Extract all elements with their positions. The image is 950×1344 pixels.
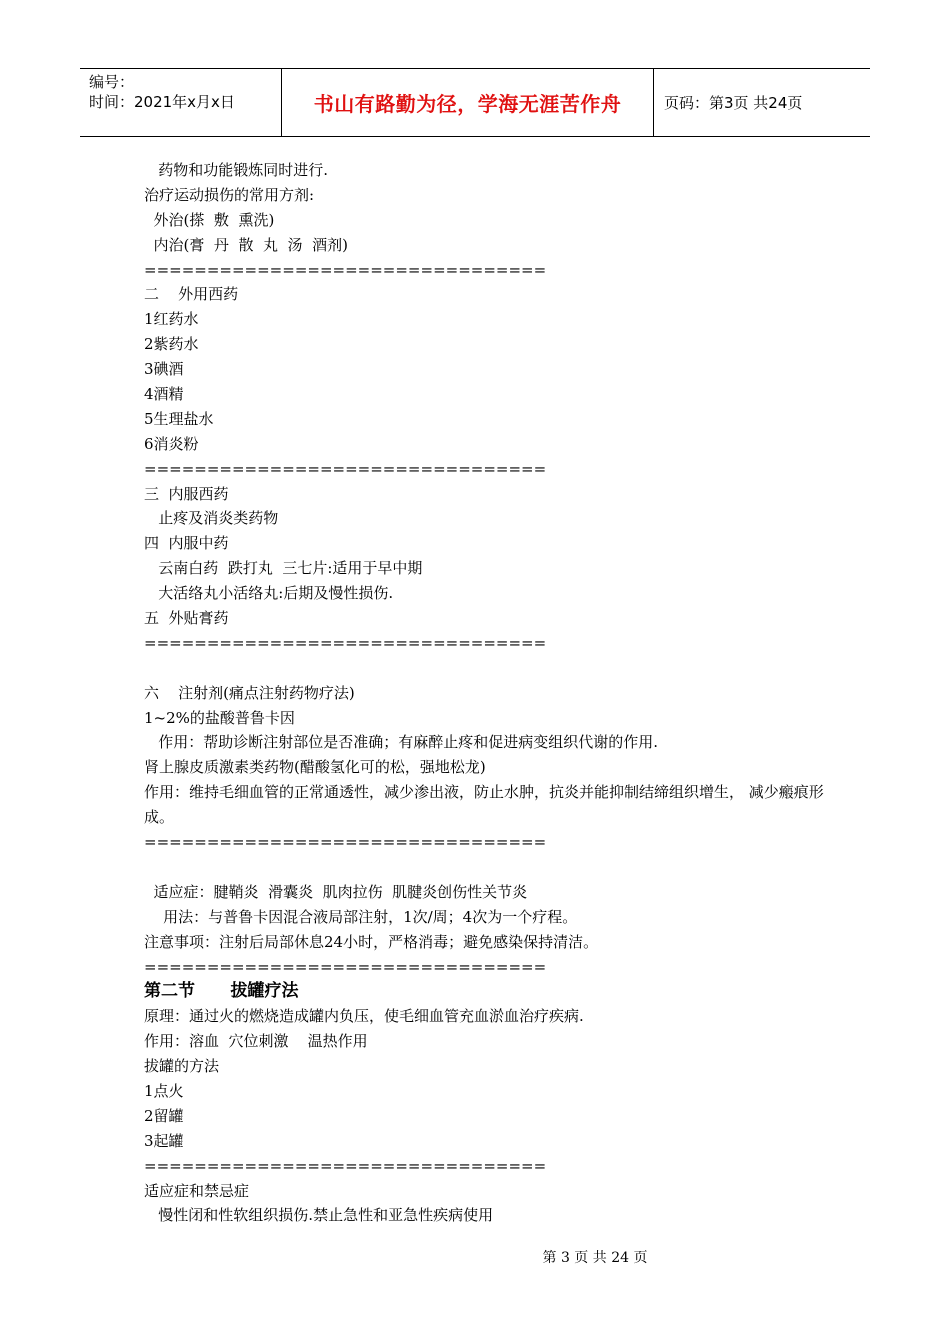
text-line: 4酒精 [144, 385, 184, 404]
header-page-cell [654, 69, 870, 136]
text-line: ================================ [144, 833, 547, 852]
header-meta [80, 69, 282, 136]
footer-page-number: 第 3 页 共 24 页 [542, 1250, 648, 1266]
text-line: 1点火 [144, 1081, 184, 1100]
text-line: 肾上腺皮质激素类药物(醋酸氢化可的松，强地松龙) [144, 758, 486, 777]
text-line: 慢性闭和性软组织损伤.禁止急性和亚急性疾病使用 [144, 1206, 494, 1225]
text-line: 6消炎粉 [144, 434, 199, 453]
header-motto-cell [282, 69, 654, 136]
text-line: ================================ [144, 1156, 547, 1175]
text-line: ================================ [144, 633, 547, 652]
text-line: 适应症：腱鞘炎 滑囊炎 肌肉拉伤 肌腱炎创伤性关节炎 [144, 882, 528, 901]
text-line: 作用：维持毛细血管的正常通透性，减少渗出液，防止水肿，抗炎并能抑制结缔组织增生， 减少瘢痕形成。 [144, 783, 824, 827]
document-body [144, 158, 834, 1228]
text-line: 用法：与普鲁卡因混合液局部注射，1次/周；4次为一个疗程。 [144, 907, 578, 926]
header-page-number: 页码：第3页 共24页 [664, 94, 803, 112]
text-line: 适应症和禁忌症 [144, 1181, 250, 1200]
document-date: 时间：2021年x月x日 [89, 93, 235, 111]
text-line: 3碘酒 [144, 360, 184, 379]
text-line: ================================ [144, 459, 547, 478]
text-line: 三 内服西药 [144, 484, 229, 503]
text-line: 治疗运动损伤的常用方剂: [144, 185, 315, 204]
text-line: 1红药水 [144, 310, 199, 329]
text-line: ================================ [144, 957, 547, 976]
text-line: 2紫药水 [144, 335, 199, 354]
text-line: 2留罐 [144, 1106, 184, 1125]
text-line: 六 注射剂(痛点注射药物疗法) [144, 683, 355, 702]
text-line: 大活络丸小活络丸:后期及慢性损伤. [144, 584, 394, 603]
text-line: 3起罐 [144, 1131, 184, 1150]
text-line: 二 外用西药 [144, 285, 239, 304]
blank-line [144, 855, 834, 880]
page-header [80, 68, 870, 137]
header-motto: 书山有路勤为径，学海无涯苦作舟 [313, 92, 622, 116]
text-line: 五 外贴膏药 [144, 609, 229, 628]
text-line: 注意事项：注射后局部休息24小时，严格消毒；避免感染保持清洁。 [144, 932, 599, 951]
text-line: 四 内服中药 [144, 534, 229, 553]
text-line: 原理：通过火的燃烧造成罐内负压，使毛细血管充血淤血治疗疾病. [144, 1007, 584, 1026]
text-line: 外治(搽 敷 熏洗) [144, 210, 275, 229]
text-line: 药物和功能锻炼同时进行. [144, 161, 329, 179]
text-line: 内治(膏 丹 散 丸 汤 酒剂) [144, 235, 348, 254]
blank-line [144, 656, 834, 681]
text-line: 拔罐的方法 [144, 1057, 220, 1076]
text-line: 作用：帮助诊断注射部位是否准确；有麻醉止疼和促进病变组织代谢的作用. [144, 733, 659, 752]
text-line: 5生理盐水 [144, 409, 214, 428]
text-line: 云南白药 跌打丸 三七片:适用于早中期 [144, 559, 423, 578]
text-line: 1~2%的盐酸普鲁卡因 [144, 708, 295, 727]
text-line: 作用：溶血 穴位刺激 温热作用 [144, 1032, 368, 1051]
text-line: 止疼及消炎类药物 [144, 509, 279, 528]
document-number-label: 编号： [89, 73, 135, 91]
page-footer [0, 1247, 950, 1267]
text-line: ================================ [144, 260, 547, 279]
section-heading: 第二节 拔罐疗法 [144, 981, 299, 1002]
